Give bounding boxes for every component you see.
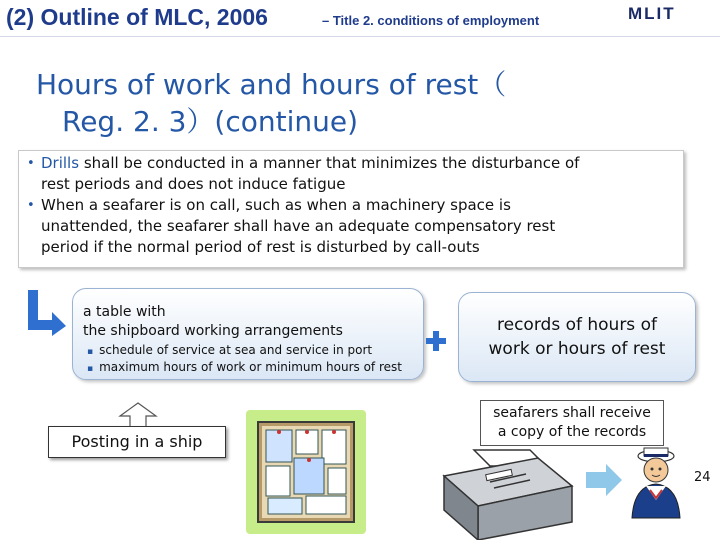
bullet-list bbox=[19, 153, 683, 258]
bullet1-line2: rest periods and does not induce fatigue bbox=[41, 175, 346, 193]
right-arrow-icon bbox=[584, 462, 624, 498]
bullet-item-on-call bbox=[19, 195, 683, 258]
receive-line2: a copy of the records bbox=[497, 424, 647, 440]
table-requirement-box bbox=[72, 288, 424, 380]
drills-highlight: Drills bbox=[41, 154, 80, 172]
printer-icon bbox=[434, 446, 578, 540]
slide-title-line1: Hours of work and hours of rest（ bbox=[36, 68, 507, 101]
table-box-line2: the shipboard working arrangements bbox=[83, 323, 343, 339]
sub-bullet-icon: ▪ bbox=[87, 364, 94, 374]
sub2-text: maximum hours of work or minimum hours of rest bbox=[99, 360, 402, 374]
header-subtitle: – Title 2. conditions of employment bbox=[322, 13, 540, 28]
mlit-logo: MLIT bbox=[628, 4, 676, 23]
bullet-dot-icon: • bbox=[27, 156, 35, 171]
page-number: 24 bbox=[694, 470, 711, 485]
records-requirement-box bbox=[458, 292, 696, 382]
bullet-box bbox=[18, 150, 684, 268]
plus-icon bbox=[425, 330, 447, 352]
bullet2-line2: unattended, the seafarer shall have an adequate compensatory rest bbox=[41, 217, 556, 235]
slide-header bbox=[0, 0, 720, 44]
posting-label: Posting in a ship bbox=[71, 432, 203, 451]
header-title: (2) Outline of MLC, 2006 bbox=[6, 4, 268, 30]
bullet2-line3: period if the normal period of rest is disturbed by call-outs bbox=[41, 238, 480, 256]
bullet1-line1: shall be conducted in a manner that minimizes the disturbance of bbox=[79, 154, 580, 172]
bullet2-line1: When a seafarer is on call, such as when a machinery space is bbox=[41, 196, 511, 214]
posting-box bbox=[48, 426, 226, 458]
sailor-icon bbox=[624, 440, 688, 520]
header-divider bbox=[0, 36, 720, 37]
bent-arrow-icon bbox=[22, 288, 70, 336]
slide-title-line2: Reg. 2. 3）(continue) bbox=[62, 105, 359, 138]
table-box-line1: a table with bbox=[83, 304, 166, 320]
bullet-dot-icon: • bbox=[27, 198, 35, 213]
table-box-sub2 bbox=[87, 360, 402, 374]
records-line2: work or hours of rest bbox=[488, 339, 666, 359]
sub-bullet-icon: ▪ bbox=[87, 347, 94, 357]
sub1-text: schedule of service at sea and service in port bbox=[99, 343, 373, 357]
table-box-sub1 bbox=[87, 343, 372, 357]
bullet-item-drills bbox=[19, 153, 683, 195]
bulletin-board-icon bbox=[244, 408, 368, 536]
receive-line1: seafarers shall receive bbox=[493, 405, 651, 421]
slide-title bbox=[36, 66, 656, 140]
records-line1: records of hours of bbox=[497, 315, 657, 335]
